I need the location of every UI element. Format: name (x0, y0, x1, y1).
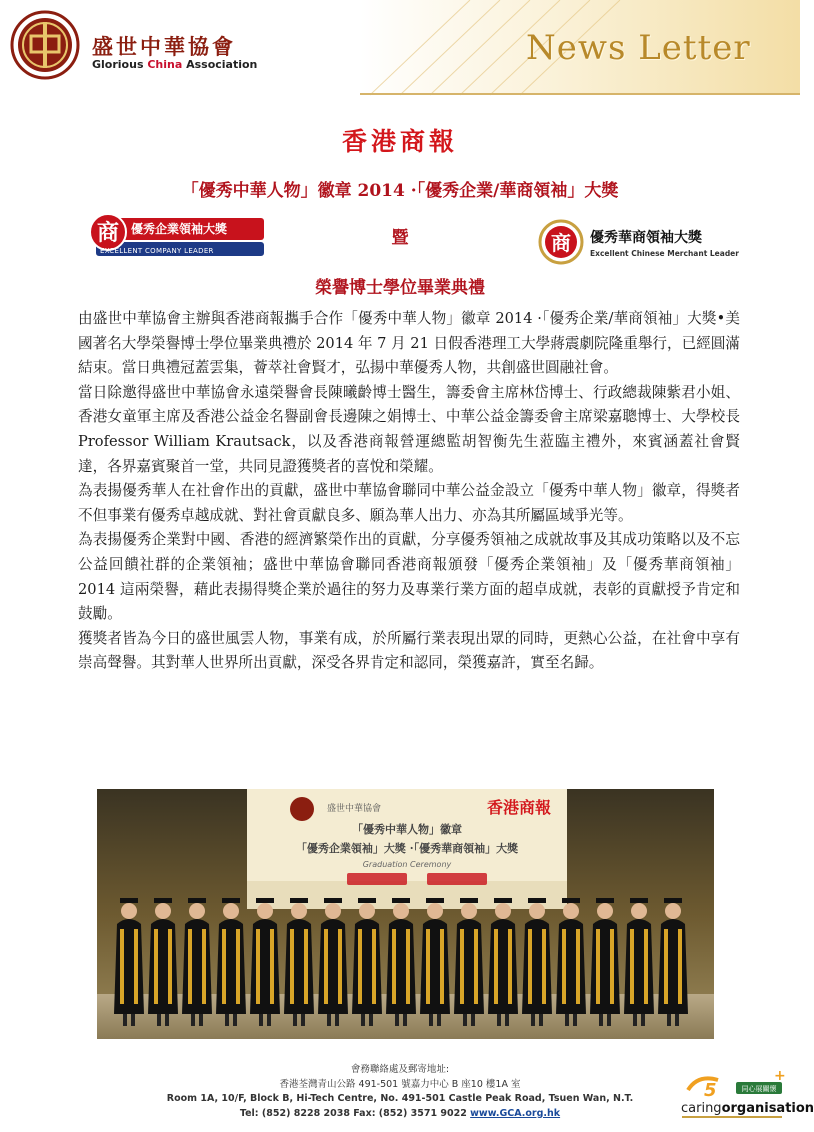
backdrop-line1: 「優秀中華人物」徽章 (352, 823, 462, 836)
org-name-en-suffix: Association (182, 58, 258, 71)
org-name-en-prefix: Glorious (92, 58, 148, 71)
headline: 「優秀中華人物」徽章 2014 ·「優秀企業/華商領袖」大獎 (181, 181, 619, 201)
org-name-en (92, 58, 257, 71)
backdrop-line3: Graduation Ceremony (362, 860, 452, 869)
backdrop-org: 盛世中華協會 (327, 804, 382, 814)
caring-label-bold: organisation (721, 1101, 814, 1116)
backdrop-paper: 香港商報 (487, 798, 552, 817)
footer-line3: Room 1A, 10/F, Block B, Hi-Tech Centre, No. 491-501 Castle Peak Road, Tsuen Wan, N.T. (166, 1093, 634, 1104)
logo-emblem (10, 10, 80, 80)
paper-title: 香港商報 (341, 127, 458, 156)
footer-line2: 香港荃灣青山公路 491-501 號嘉力中心 B 座10 樓1A 室 (279, 1078, 521, 1090)
caring-label-prefix: caring (681, 1101, 722, 1116)
award-right-en: Excellent Chinese Merchant Leader (590, 249, 739, 258)
award-right-glyph: 商 (551, 231, 571, 255)
award-right-label: 優秀華商領袖大獎 (590, 230, 702, 246)
paragraph: 當日除邀得盛世中華協會永遠榮譽會長陳曦齡博士醫生，籌委會主席林岱博士、行政總裁陳紫君小姐、香港女童軍主席及香港公益金名譽副會長邊陳之娟博士、中華公益金籌委會主席梁嘉聰博士、大學校長 Professor William Krautsack，以及香港商報營運總監胡智衡先生蒞臨主禮外，來賓涵蓋社會賢達，各界嘉賓聚首一堂，共同見證獲獎者的喜悅和榮耀。 (78, 383, 740, 475)
org-name-en-china: China (147, 58, 183, 71)
org-name-cn: 盛世中華協會 (92, 34, 236, 59)
svg-text:+: + (774, 1068, 786, 1084)
footer-website-link[interactable]: www.GCA.org.hk (470, 1107, 561, 1119)
award-left-label: 優秀企業領袖大獎 (131, 222, 228, 236)
paragraph: 獲獎者皆為今日的盛世風雲人物，事業有成，於所屬行業表現出眾的同時，更熱心公益，在社會中享有崇高聲譽。其對華人世界所出貢獻，深受各界肯定和認同，榮獲嘉許，實至名歸。 (78, 629, 740, 672)
subheadline: 榮譽博士學位畢業典禮 (315, 278, 485, 298)
paragraph: 為表揚優秀華人在社會作出的貢獻，盛世中華協會聯同中華公益金設立「優秀中華人物」徽章，得獎者不但事業有優秀卓越成就、對社會貢獻良多、願為華人出力、亦為其所屬區域爭光等。 (78, 482, 740, 524)
backdrop-line2: 「優秀企業領袖」大獎 ·「優秀華商領袖」大獎 (295, 842, 519, 855)
newsletter-title: News Letter (526, 28, 751, 68)
award-left-en: EXCELLENT COMPANY LEADER (100, 247, 214, 255)
footer-tel: Tel: (852) 8228 2038 Fax: (852) 3571 9022 (239, 1107, 471, 1119)
article-body (78, 307, 740, 676)
paragraph: 為表揚優秀企業對中國、香港的經濟繁榮作出的貢獻，分享優秀領袖之成就故事及其成功策略以及不忘公益回饋社群的企業領袖；盛世中華協會聯同香港商報頒發「優秀企業領袖」及「優秀華商領袖」2014 這兩榮譽，藉此表揚得獎企業於過往的努力及專業行業方面的超卓成就，表彰的貢獻授予肯定和鼓勵。 (78, 531, 740, 623)
graduates-group (114, 898, 688, 1026)
ceremony-photo (97, 789, 714, 1039)
caring-years: 5 (704, 1080, 717, 1101)
caring-badge: 同心展關懷 (741, 1085, 777, 1093)
paragraph: 由盛世中華協會主辦與香港商報攜手合作「優秀中華人物」徽章 2014 ·「優秀企業/華商領袖」大獎•美國著名大學榮譽博士學位畢業典禮於 2014 年 7 月 21 日假香港理工大學蔣震劇院隆重舉行，已經圓滿結束。當日典禮冠蓋雲集，薈萃社會賢才，弘揚中華優秀人物，共創盛世圓融社會。 (78, 310, 740, 377)
caring-organisation-logo (678, 1070, 793, 1128)
award-left-glyph: 商 (96, 220, 120, 246)
conjunction-ji: 暨 (391, 228, 409, 248)
footer-line1: 會務聯絡處及郵寄地址: (350, 1064, 450, 1075)
caring-organisation-label (681, 1101, 814, 1116)
